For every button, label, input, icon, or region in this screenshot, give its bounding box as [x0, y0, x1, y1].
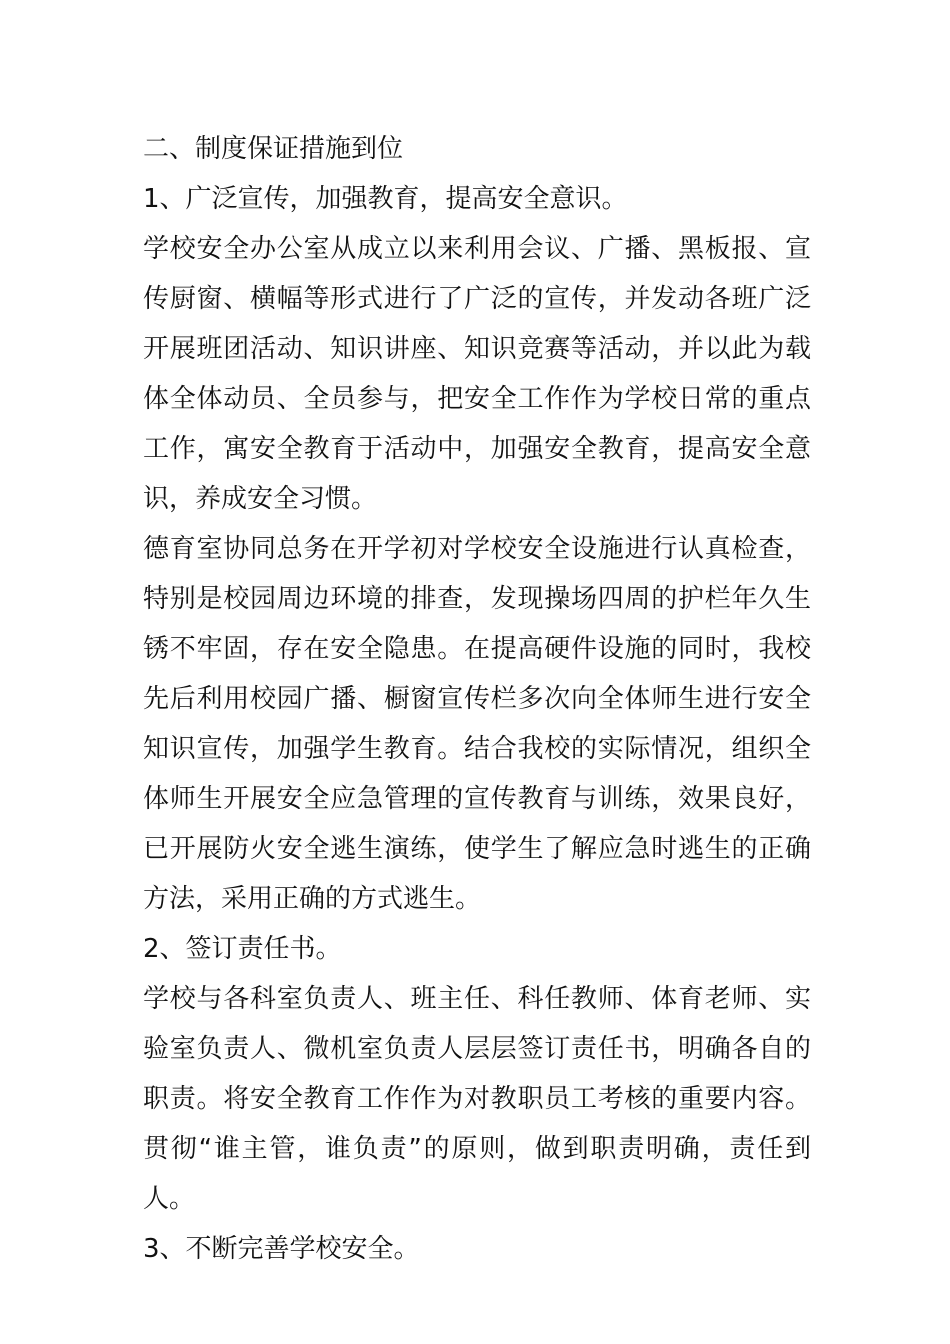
- item-heading-2: 2、签订责任书。: [143, 934, 342, 964]
- item-heading-3: 3、不断完善学校安全。: [143, 1234, 420, 1264]
- paragraph-1-2: 德育室协同总务在开学初对学校安全设施进行认真检查，特别是校园周边环境的排查，发现操场四周的护栏年久生锈不牢固，存在安全隐患。在提高硬件设施的同时，我校先后利用校园广播、橱窗宣传栏多次向全体师生进行安全知识宣传，加强学生教育。结合我校的实际情况，组织全体师生开展安全应急管理的宣传教育与训练，效果良好，已开展防火安全逃生演练，使学生了解应急时逃生的正确方法，采用正确的方式逃生。: [143, 534, 811, 914]
- paragraph-2-1: 学校与各科室负责人、班主任、科任教师、体育老师、实验室负责人、微机室负责人层层签订责任书，明确各自的职责。将安全教育工作作为对教职员工考核的重要内容。贯彻“谁主管，谁负责”的原则，做到职责明确，责任到人。: [143, 984, 811, 1214]
- item-heading-1: 1、广泛宣传，加强教育，提高安全意识。: [143, 184, 628, 214]
- document-body: [143, 124, 811, 1274]
- section-heading: 二、制度保证措施到位: [143, 134, 404, 164]
- paragraph-1-1: 学校安全办公室从成立以来利用会议、广播、黑板报、宣传厨窗、横幅等形式进行了广泛的宣传，并发动各班广泛开展班团活动、知识讲座、知识竞赛等活动，并以此为载体全体动员、全员参与，把安全工作作为学校日常的重点工作，寓安全教育于活动中，加强安全教育，提高安全意识，养成安全习惯。: [143, 234, 811, 514]
